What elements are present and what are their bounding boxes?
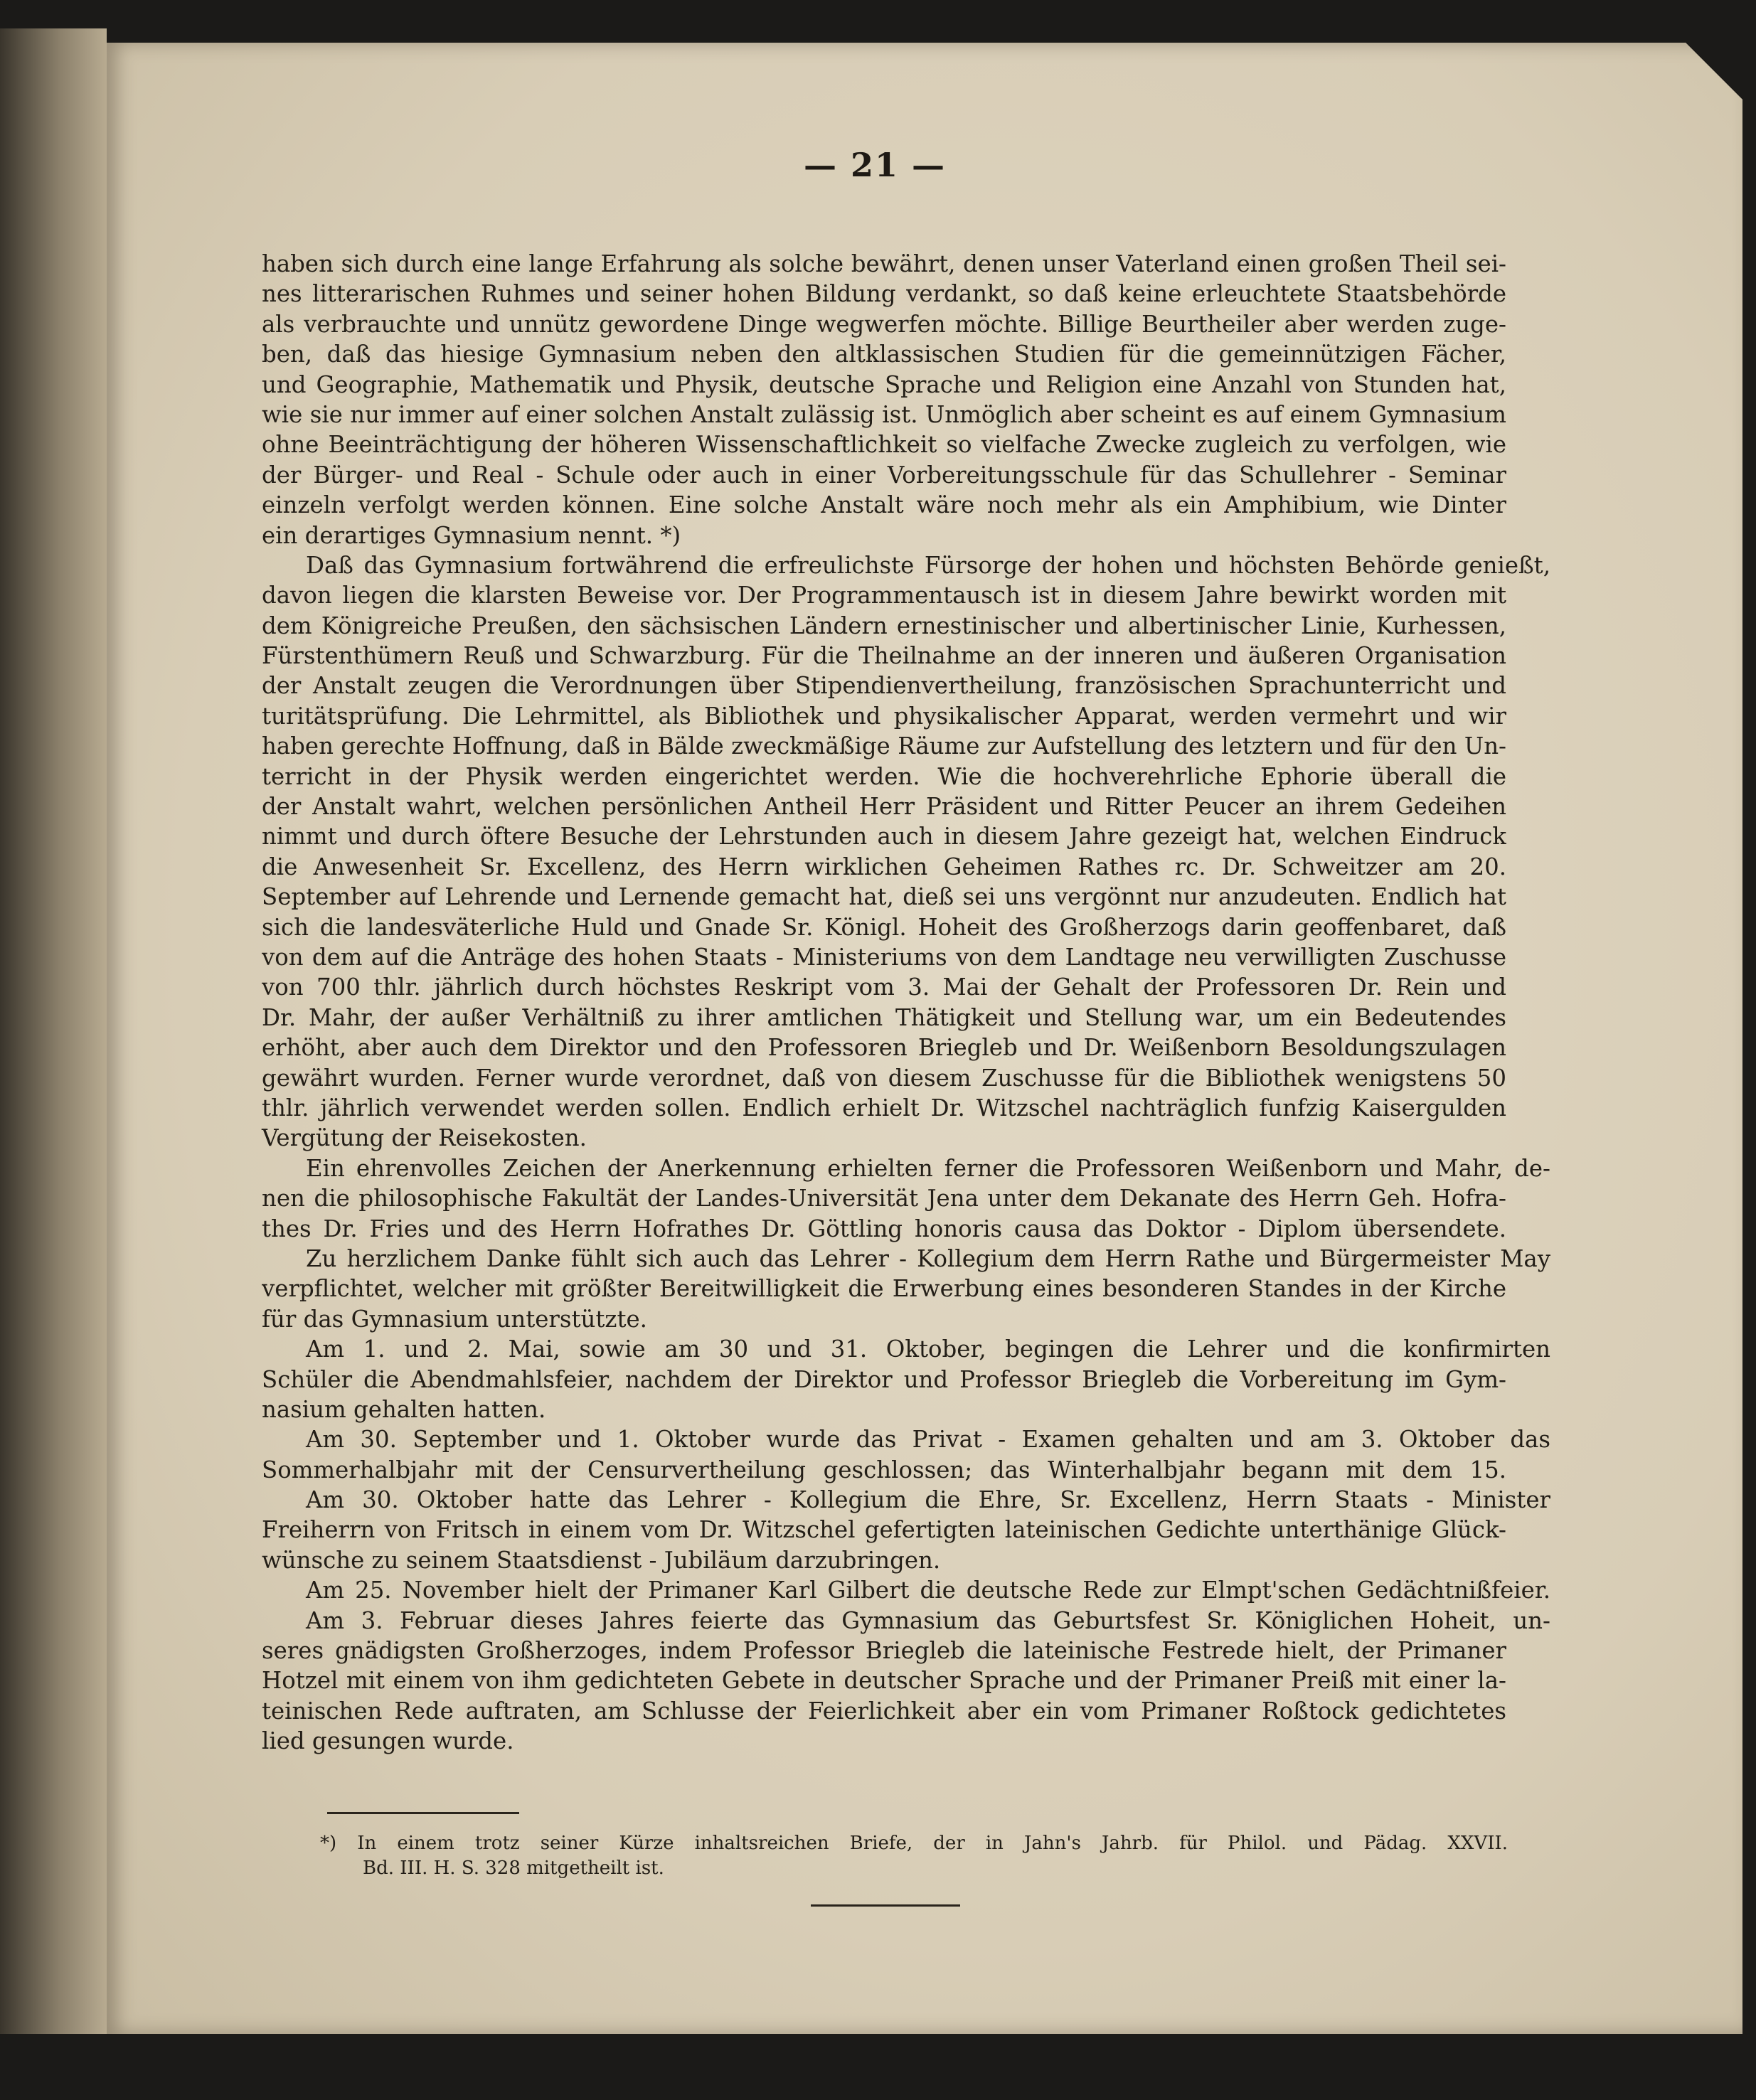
text-line: Ein ehrenvolles Zeichen der Anerkennung erhielten ferner die Professoren Weißenborn und Mahr, de- [306, 1154, 1550, 1182]
text-line: wie sie nur immer auf einer solchen Anstalt zulässig ist. Unmöglich aber scheint es auf einem Gymnasium [262, 400, 1506, 428]
text-line: ben, daß das hiesige Gymnasium neben den altklassischen Studien für die gemeinnützigen Fächer, [262, 341, 1506, 368]
text-line: thlr. jährlich verwendet werden sollen. Endlich erhielt Dr. Witzschel nachträglich funfzig Kaisergulden [262, 1094, 1506, 1121]
text-line: Vergütung der Reisekosten. [262, 1124, 587, 1152]
text-line: nen die philosophische Fakultät der Landes-Universität Jena unter dem Dekanate des Herrn Geh. Hofra- [262, 1185, 1506, 1212]
text-line: der Bürger- und Real - Schule oder auch in einer Vorbereitungsschule für das Schullehrer - Seminar [262, 461, 1506, 489]
text-line: sich die landesväterliche Huld und Gnade Sr. Königl. Hoheit des Großherzogs darin geoffenbaret, daß [262, 913, 1506, 941]
text-line: Am 1. und 2. Mai, sowie am 30 und 31. Oktober, begingen die Lehrer und die konfirmirten [306, 1336, 1550, 1363]
text-line: für das Gymnasium unterstützte. [262, 1305, 647, 1333]
book-spine-shadow [0, 28, 107, 2034]
text-line: lied gesungen wurde. [262, 1727, 514, 1755]
text-line: gewährt wurden. Ferner wurde verordnet, daß von diesem Zuschusse für die Bibliothek wenigstens 50 [262, 1064, 1506, 1092]
text-line: nimmt und durch öftere Besuche der Lehrstunden auch in diesem Jahre gezeigt hat, welchen Eindruck [262, 823, 1506, 851]
text-line: turitätsprüfung. Die Lehrmittel, als Bibliothek und physikalischer Apparat, werden vermehrt und wir [262, 702, 1506, 730]
page-number: — 21 — [803, 146, 947, 184]
text-line: Schüler die Abendmahlsfeier, nachdem der Direktor und Professor Briegleb die Vorbereitung im Gym- [262, 1365, 1506, 1393]
text-line: die Anwesenheit Sr. Excellenz, des Herrn wirklichen Geheimen Rathes rc. Dr. Schweitzer am 20. [262, 853, 1506, 880]
text-line: haben gerechte Hoffnung, daß in Bälde zweckmäßige Räume zur Aufstellung des letztern und für den Un- [262, 732, 1506, 760]
text-line: Freiherrn von Fritsch in einem vom Dr. Witzschel gefertigten lateinischen Gedichte unterthänige Glück- [262, 1516, 1506, 1544]
text-line: Hotzel mit einem von ihm gedichteten Gebete in deutscher Sprache und der Primaner Preiß mit einer la- [262, 1667, 1506, 1695]
text-line: als verbrauchte und unnütz gewordene Dinge wegwerfen möchte. Billige Beurtheiler aber werden zuge- [262, 310, 1506, 338]
text-line: der Anstalt wahrt, welchen persönlichen Antheil Herr Präsident und Ritter Peucer an ihrem Gedeihen [262, 793, 1506, 821]
text-line: erhöht, aber auch dem Direktor und den Professoren Briegleb und Dr. Weißenborn Besoldungszulagen [262, 1034, 1506, 1062]
text-line: und Geographie, Mathematik und Physik, deutsche Sprache und Religion eine Anzahl von Stunden hat, [262, 371, 1506, 398]
text-line: Fürstenthümern Reuß und Schwarzburg. Für die Theilnahme an der inneren und äußeren Organisation [262, 642, 1506, 670]
footnote-separator-rule [327, 1812, 519, 1814]
footnote-line-1: *) In einem trotz seiner Kürze inhaltsreichen Briefe, der in Jahn's Jahrb. für Philol. und Pädag. XXVII. [320, 1833, 1508, 1854]
end-rule [811, 1904, 960, 1907]
text-line: von dem auf die Anträge des hohen Staats - Ministeriums von dem Landtage neu verwilligten Zuschusse [262, 944, 1506, 971]
text-line: einzeln verfolgt werden können. Eine solche Anstalt wäre noch mehr als ein Amphibium, wie Dinter [262, 491, 1506, 519]
text-line: teinischen Rede auftraten, am Schlusse der Feierlichkeit aber ein vom Primaner Roßtock gedichtetes [262, 1697, 1506, 1725]
text-line: verpflichtet, welcher mit größter Bereitwilligkeit die Erwerbung eines besonderen Standes in der Kirche [262, 1275, 1506, 1303]
body-text [262, 249, 1550, 1757]
text-line: dem Königreiche Preußen, den sächsischen Ländern ernestinischer und albertinischer Linie, Kurhessen, [262, 612, 1506, 639]
text-line: Daß das Gymnasium fortwährend die erfreulichste Fürsorge der hohen und höchsten Behörde genießt, [306, 551, 1550, 579]
text-line: ohne Beeinträchtigung der höheren Wissenschaftlichkeit so vielfache Zwecke zugleich zu verfolgen, wie [262, 431, 1506, 459]
text-line: ein derartiges Gymnasium nennt. *) [262, 521, 681, 549]
text-line: davon liegen die klarsten Beweise vor. Der Programmentausch ist in diesem Jahre bewirkt worden mit [262, 582, 1506, 609]
text-line: Sommerhalbjahr mit der Censurvertheilung geschlossen; das Winterhalbjahr begann mit dem 15. [262, 1456, 1506, 1483]
text-line: Dr. Mahr, der außer Verhältniß zu ihrer amtlichen Thätigkeit und Stellung war, um ein Bedeutendes [262, 1003, 1506, 1031]
text-line: Zu herzlichem Danke fühlt sich auch das Lehrer - Kollegium dem Herrn Rathe und Bürgermeister May [306, 1244, 1550, 1272]
text-line: Am 30. Oktober hatte das Lehrer - Kollegium die Ehre, Sr. Excellenz, Herrn Staats - Minister [306, 1486, 1550, 1514]
text-line: haben sich durch eine lange Erfahrung als solche bewährt, denen unser Vaterland einen großen Theil sei- [262, 250, 1506, 277]
text-line: wünsche zu seinem Staatsdienst - Jubiläum darzubringen. [262, 1546, 941, 1574]
text-line: Am 3. Februar dieses Jahres feierte das Gymnasium das Geburtsfest Sr. Königlichen Hoheit, un- [306, 1606, 1550, 1634]
footnote [320, 1831, 1508, 1881]
text-line: nasium gehalten hatten. [262, 1395, 546, 1423]
text-line: nes litterarischen Ruhmes und seiner hohen Bildung verdankt, so daß keine erleuchtete Staatsbehörde [262, 280, 1506, 308]
text-line: thes Dr. Fries und des Herrn Hofrathes Dr. Göttling honoris causa das Doktor - Diplom übersendete. [262, 1215, 1506, 1242]
text-line: September auf Lehrende und Lernende gemacht hat, dieß sei uns vergönnt nur anzudeuten. Endlich hat [262, 883, 1506, 911]
text-line: von 700 thlr. jährlich durch höchstes Reskript vom 3. Mai der Gehalt der Professoren Dr. Rein und [262, 974, 1506, 1001]
text-line: der Anstalt zeugen die Verordnungen über Stipendienvertheilung, französischen Sprachunterricht und [262, 672, 1506, 700]
footnote-line-2: Bd. III. H. S. 328 mitgetheilt ist. [363, 1858, 664, 1879]
text-line: Am 30. September und 1. Oktober wurde das Privat - Examen gehalten und am 3. Oktober das [306, 1426, 1550, 1454]
text-line: Am 25. November hielt der Primaner Karl Gilbert die deutsche Rede zur Elmpt'schen Gedächtnißfeier. [306, 1577, 1550, 1604]
text-line: seres gnädigsten Großherzoges, indem Professor Briegleb die lateinische Festrede hielt, der Primaner [262, 1637, 1506, 1665]
text-line: terricht in der Physik werden eingerichtet werden. Wie die hochverehrliche Ephorie überall die [262, 762, 1506, 790]
